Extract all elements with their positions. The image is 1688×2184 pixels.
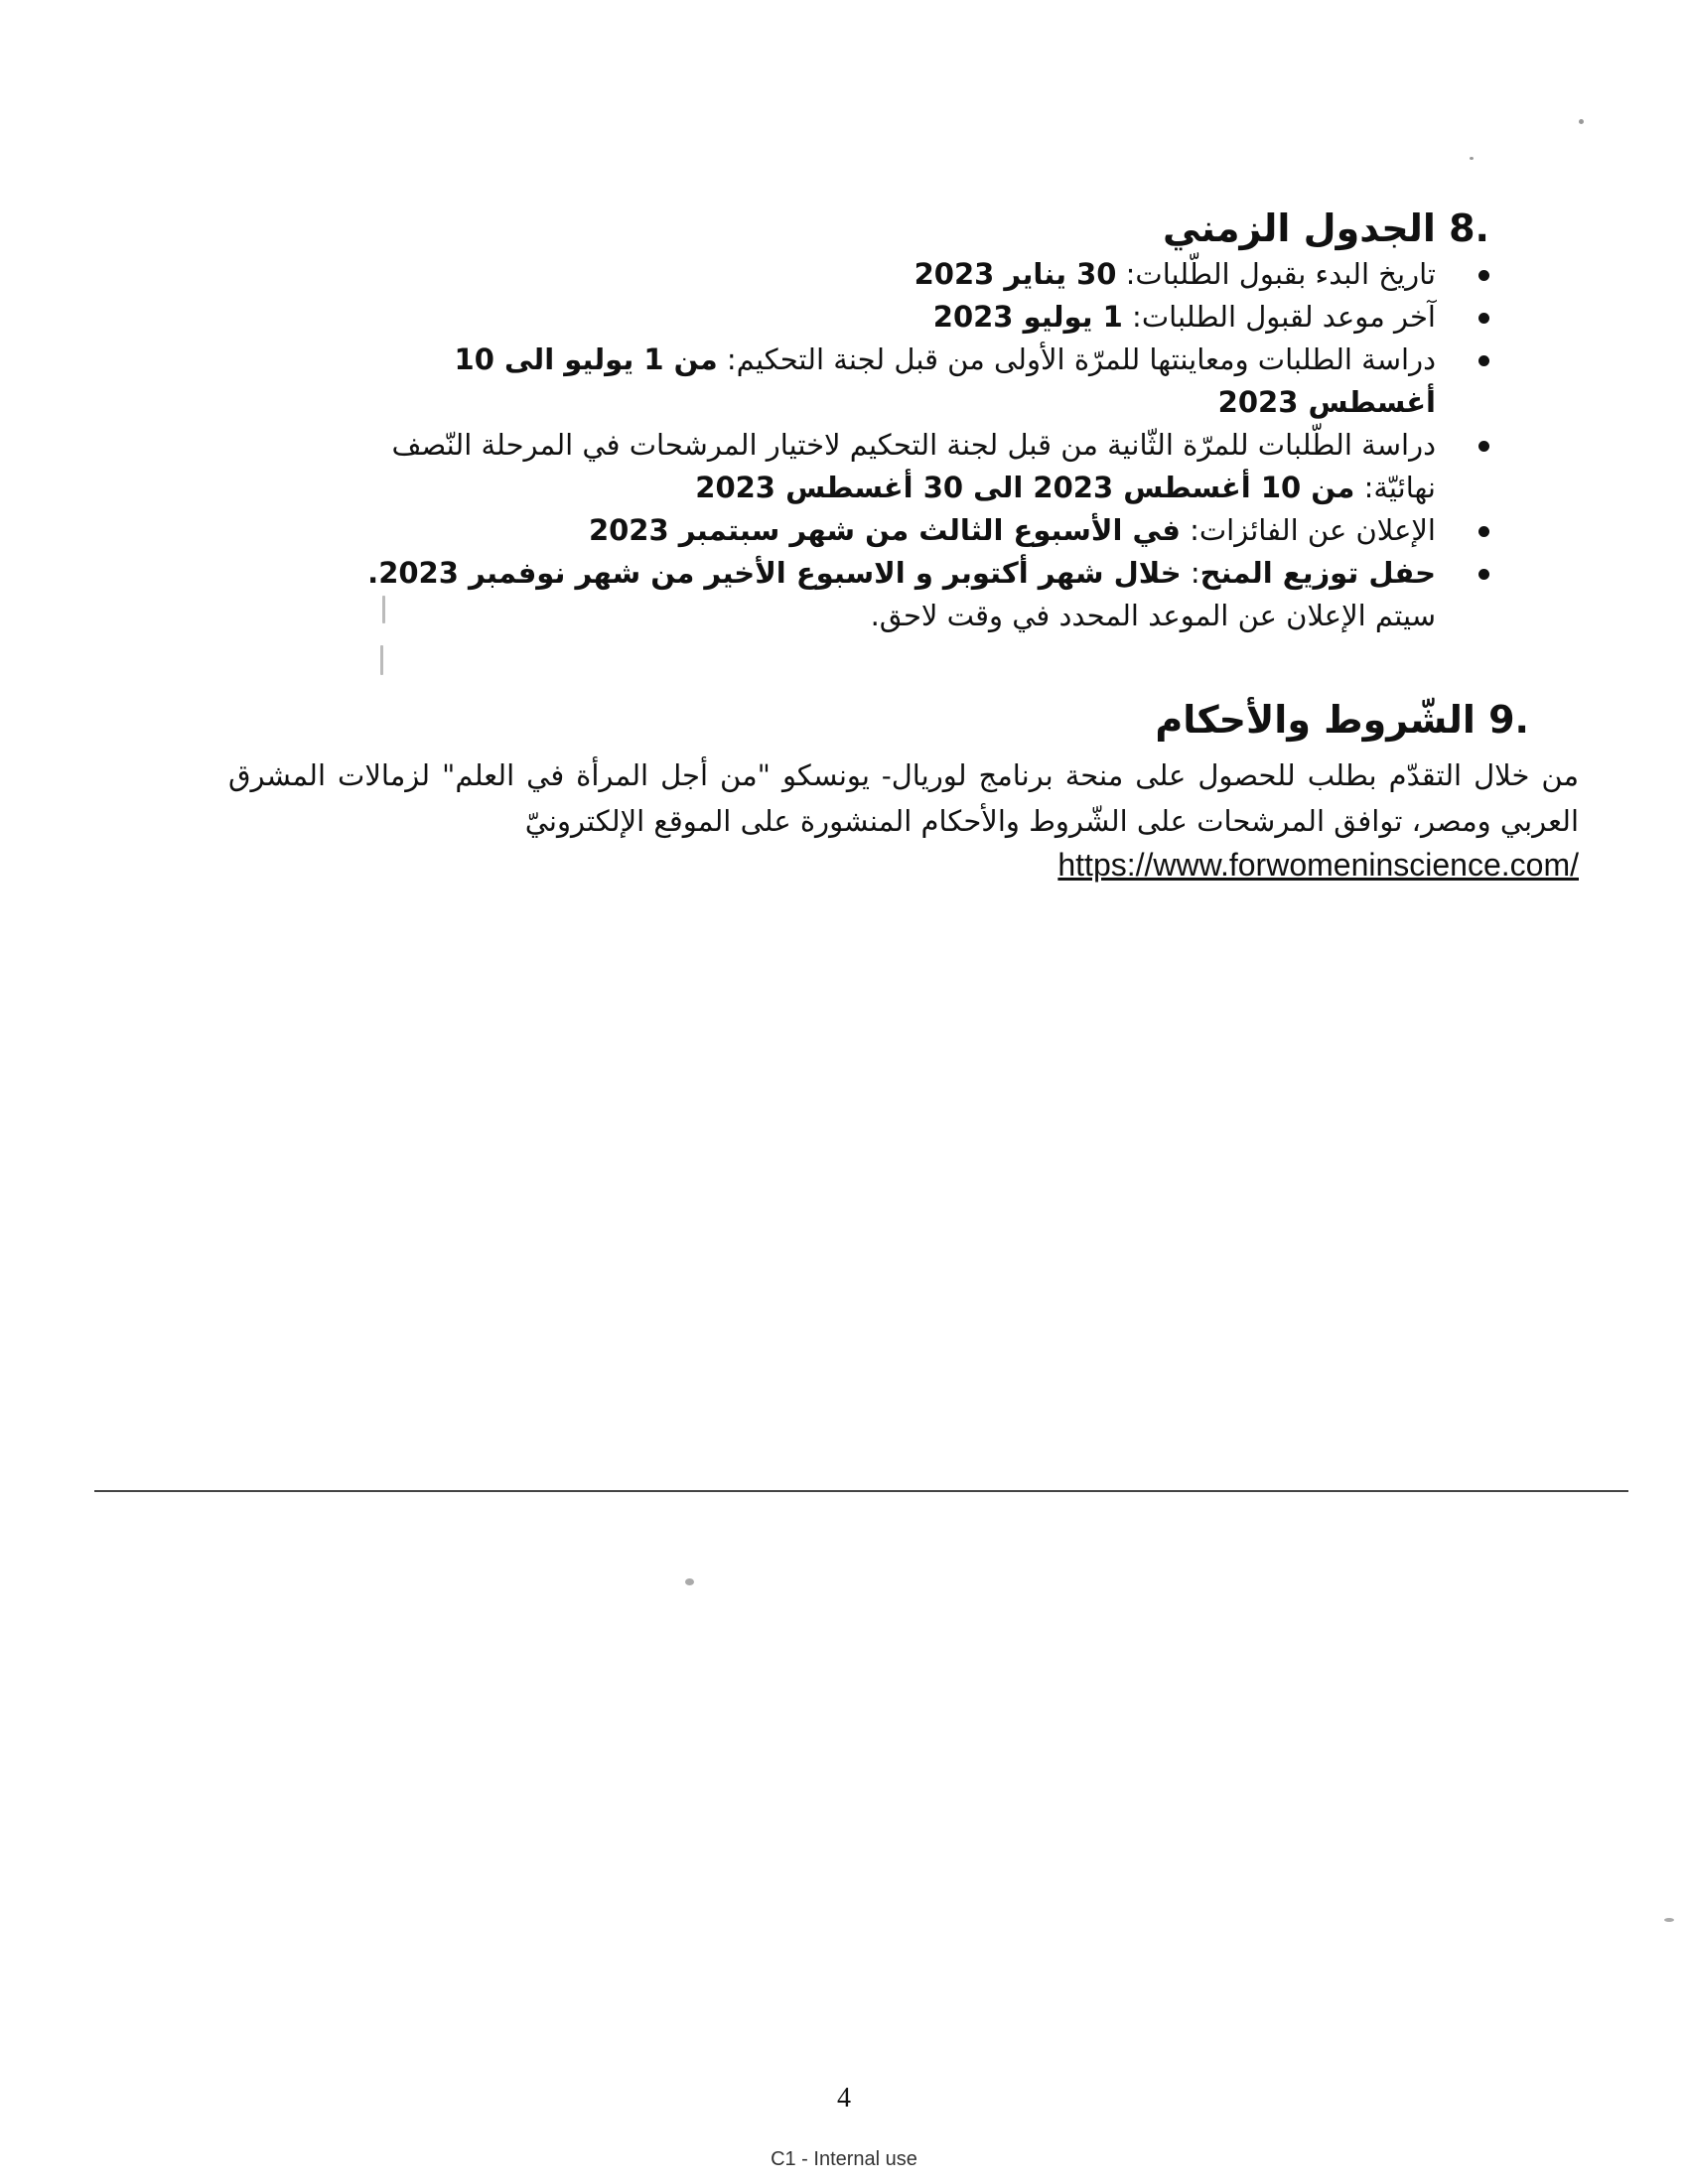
timeline-item bbox=[348, 552, 1489, 637]
timeline-item bbox=[348, 339, 1489, 424]
scan-mark bbox=[382, 596, 385, 623]
timeline-item-value: 1 يوليو 2023 bbox=[932, 300, 1123, 334]
bullet-icon bbox=[1478, 270, 1489, 281]
timeline-item bbox=[348, 509, 1489, 552]
classification-label: C1 - Internal use bbox=[771, 2148, 917, 2170]
bullet-icon bbox=[1478, 526, 1489, 537]
scan-mark bbox=[380, 645, 383, 675]
timeline-item-label: دراسة الطّلبات للمرّة الثّانية من قبل لجنة التحكيم لاختيار المرشحات في المرحلة النّصف نهائيّة: bbox=[391, 428, 1436, 504]
timeline-list bbox=[348, 253, 1489, 637]
timeline-item-value: من 10 أغسطس 2023 الى 30 أغسطس 2023 bbox=[695, 471, 1355, 504]
bullet-icon bbox=[1478, 569, 1489, 580]
section-8-heading bbox=[348, 204, 1489, 253]
timeline-item-value-2: خلال شهر أكتوبر و الاسبوع الأخير من شهر نوفمبر 2023. bbox=[367, 556, 1182, 590]
horizontal-divider bbox=[94, 1490, 1628, 1492]
timeline-item bbox=[348, 253, 1489, 296]
timeline-item-label: تاريخ البدء بقبول الطّلبات: bbox=[1116, 257, 1436, 291]
website-link[interactable]: https://www.forwomeninscience.com/ bbox=[1057, 847, 1579, 883]
timeline-item-label: دراسة الطلبات ومعاينتها للمرّة الأولى من قبل لجنة التحكيم: bbox=[717, 342, 1436, 376]
section-9-heading bbox=[228, 695, 1579, 745]
section-8-title: الجدول الزمني bbox=[1163, 206, 1436, 250]
section-terms bbox=[228, 695, 1579, 886]
timeline-item-tail: سيتم الإعلان عن الموعد المحدد في وقت لاحق. bbox=[870, 599, 1436, 632]
terms-paragraph: من خلال التقدّم بطلب للحصول على منحة برنامج لوريال- يونسكو "من أجل المرأة في العلم" لزمالات المشرق العربي ومصر، توافق المرشحات على الشّروط والأحكام المنشورة على الموقع الإلكترونيّ bbox=[228, 758, 1579, 838]
scan-speck bbox=[685, 1578, 694, 1585]
timeline-item bbox=[348, 296, 1489, 339]
timeline-item-value: في الأسبوع الثالث من شهر سبتمبر 2023 bbox=[588, 513, 1181, 547]
bullet-icon bbox=[1478, 355, 1489, 366]
bullet-icon bbox=[1478, 313, 1489, 324]
scan-speck bbox=[1470, 157, 1474, 160]
timeline-item-label: آخر موعد لقبول الطلبات: bbox=[1122, 300, 1436, 334]
timeline-item-value: 30 يناير 2023 bbox=[914, 257, 1117, 291]
page-number: 4 bbox=[837, 2083, 851, 2114]
section-9-number: 9. bbox=[1488, 698, 1529, 742]
scan-speck bbox=[1579, 119, 1584, 124]
section-9-title: الشّروط والأحكام bbox=[1155, 698, 1476, 742]
timeline-item-label: الإعلان عن الفائزات: bbox=[1180, 513, 1436, 547]
timeline-item-separator: : bbox=[1181, 556, 1200, 590]
scan-speck bbox=[1664, 1918, 1674, 1922]
section-8-number: 8. bbox=[1449, 206, 1489, 250]
timeline-item bbox=[348, 424, 1489, 509]
timeline-item-value: حفل توزيع المنح bbox=[1199, 556, 1436, 590]
section-timeline bbox=[348, 204, 1489, 637]
timeline-item-value: من 1 يوليو الى 10 أغسطس 2023 bbox=[454, 342, 1436, 419]
bullet-icon bbox=[1478, 441, 1489, 452]
